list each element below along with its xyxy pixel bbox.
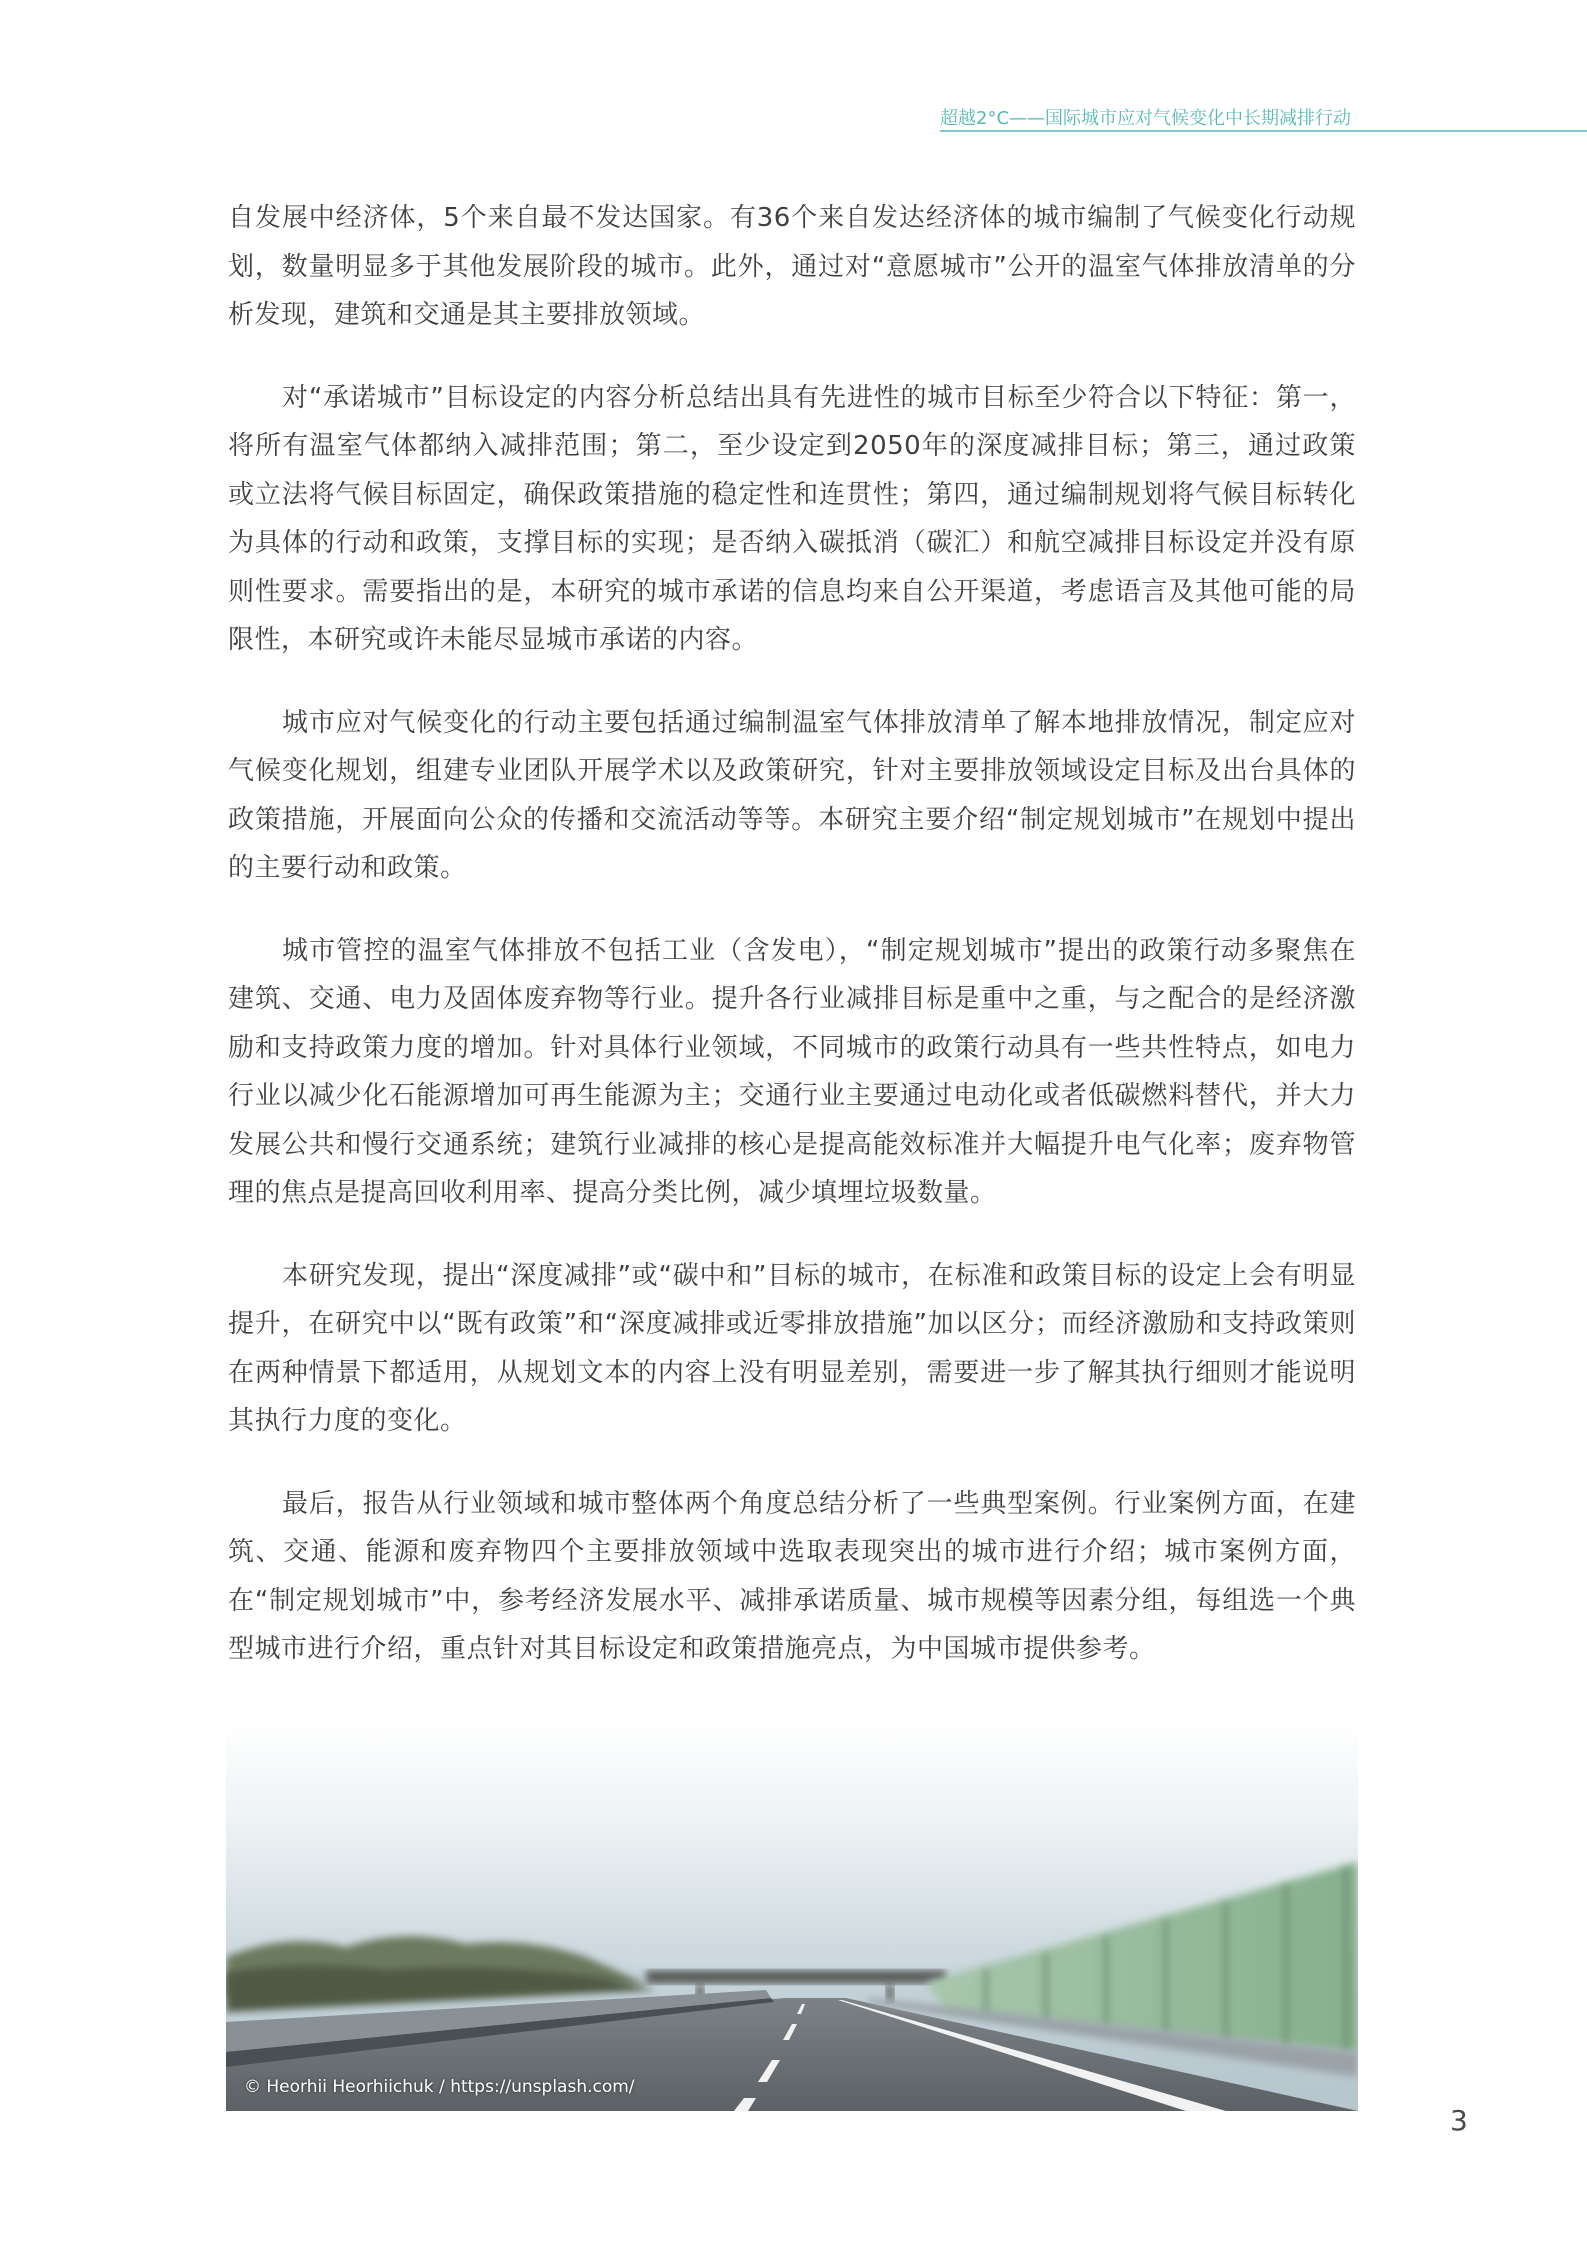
photo-credit: © Heorhii Heorhiichuk / https://unsplash.com/ bbox=[244, 2077, 635, 2097]
body-text bbox=[228, 194, 1356, 1708]
paragraph-5: 本研究发现，提出“深度减排”或“碳中和”目标的城市，在标准和政策目标的设定上会有明显提升，在研究中以“既有政策”和“深度减排或近零排放措施”加以区分；而经济激励和支持政策则在两种情景下都适用，从规划文本的内容上没有明显差别，需要进一步了解其执行细则才能说明其执行力度的变化。 bbox=[228, 1260, 1356, 1436]
page-number: 3 bbox=[1450, 2104, 1468, 2137]
paragraph-6: 最后，报告从行业领域和城市整体两个角度总结分析了一些典型案例。行业案例方面，在建筑、交通、能源和废弃物四个主要排放领域中选取表现突出的城市进行介绍；城市案例方面，在“制定规划城市”中，参考经济发展水平、减排承诺质量、城市规模等因素分组，每组选一个典型城市进行介绍，重点针对其目标设定和政策措施亮点，为中国城市提供参考。 bbox=[228, 1488, 1356, 1664]
paragraph-3: 城市应对气候变化的行动主要包括通过编制温室气体排放清单了解本地排放情况，制定应对气候变化规划，组建专业团队开展学术以及政策研究，针对主要排放领域设定目标及出台具体的政策措施，开展面向公众的传播和交流活动等等。本研究主要介绍“制定规划城市”在规划中提出的主要行动和政策。 bbox=[228, 707, 1356, 883]
header-divider bbox=[940, 130, 1587, 132]
highway-photo bbox=[226, 1722, 1358, 2111]
running-header-title: 超越2°C——国际城市应对气候变化中长期减排行动 bbox=[940, 108, 1352, 129]
paragraph-1: 自发展中经济体，5个来自最不发达国家。有36个来自发达经济体的城市编制了气候变化行动规划，数量明显多于其他发展阶段的城市。此外，通过对“意愿城市”公开的温室气体排放清单的分析发现，建筑和交通是其主要排放领域。 bbox=[228, 203, 1356, 330]
paragraph-4: 城市管控的温室气体排放不包括工业（含发电），“制定规划城市”提出的政策行动多聚焦在建筑、交通、电力及固体废弃物等行业。提升各行业减排目标是重中之重，与之配合的是经济激励和支持政策力度的增加。针对具体行业领域，不同城市的政策行动具有一些共性特点，如电力行业以减少化石能源增加可再生能源为主；交通行业主要通过电动化或者低碳燃料替代，并大力发展公共和慢行交通系统；建筑行业减排的核心是提高能效标准并大幅提升电气化率；废弃物管理的焦点是提高回收利用率、提高分类比例，减少填埋垃圾数量。 bbox=[228, 935, 1356, 1208]
paragraph-2: 对“承诺城市”目标设定的内容分析总结出具有先进性的城市目标至少符合以下特征：第一，将所有温室气体都纳入减排范围；第二，至少设定到2050年的深度减排目标；第三，通过政策或立法将气候目标固定，确保政策措施的稳定性和连贯性；第四，通过编制规划将气候目标转化为具体的行动和政策，支撑目标的实现；是否纳入碳抵消（碳汇）和航空减排目标设定并没有原则性要求。需要指出的是，本研究的城市承诺的信息均来自公开渠道，考虑语言及其他可能的局限性，本研究或许未能尽显城市承诺的内容。 bbox=[228, 382, 1356, 655]
